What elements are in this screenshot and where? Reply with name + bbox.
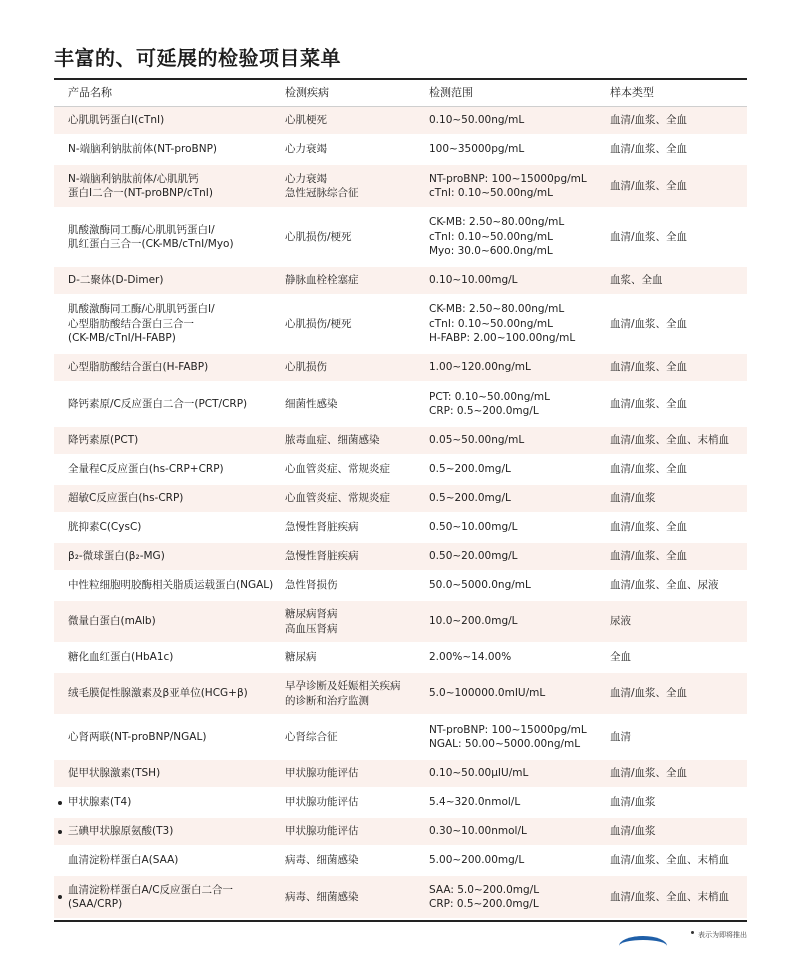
table-row (54, 716, 747, 760)
footnote (698, 930, 747, 940)
cell-sample-type: 血清 (610, 730, 631, 743)
cell-sample-type: 血清/血浆、全血 (610, 143, 688, 156)
cell-sample-type: 血清/血浆、全血 (610, 179, 688, 192)
cell-range: 0.10~10.00mg/L (429, 274, 518, 287)
table-row (54, 789, 747, 818)
cell-product-name: 糖化血红蛋白(HbA1c) (68, 651, 174, 664)
page-title: 丰富的、可延展的检验项目菜单 (54, 46, 341, 70)
cell-range: 0.50~20.00mg/L (429, 550, 518, 563)
table-row (54, 876, 747, 920)
cell-sample-type: 血清/血浆 (610, 825, 656, 838)
table-row (54, 165, 747, 209)
cell-sample-type: 血清/血浆、全血 (610, 397, 688, 410)
cell-sample-type: 血清/血浆、全血、末梢血 (610, 854, 730, 867)
cell-sample-type: 血清/血浆、全血 (610, 767, 688, 780)
cell-disease: 心肌损伤 (285, 361, 327, 374)
cell-range: 0.05~50.00ng/mL (429, 434, 525, 447)
cell-disease: 急慢性肾脏疾病 (285, 550, 359, 563)
cell-range: PCT: 0.10~50.00ng/mL CRP: 0.5~200.0mg/L (429, 390, 550, 417)
cell-sample-type: 血清/血浆、全血、尿液 (610, 579, 719, 592)
cell-disease: 静脉血栓栓塞症 (285, 274, 359, 287)
cell-product-name: 微量白蛋白(mAlb) (68, 615, 156, 628)
cell-sample-type: 血清/血浆、全血 (610, 230, 688, 243)
cell-product-name: 胱抑素C(CysC) (68, 521, 142, 534)
cell-sample-type: 血清/血浆、全血 (610, 114, 688, 127)
cell-product-name: 心型脂肪酸结合蛋白(H-FABP) (68, 361, 209, 374)
table-row (54, 601, 747, 644)
cell-sample-type: 血清/血浆、全血、末梢血 (610, 434, 730, 447)
cell-range: 0.5~200.0mg/L (429, 463, 511, 476)
cell-disease: 心力衰竭 急性冠脉综合征 (285, 172, 359, 199)
table-row (54, 107, 747, 136)
cell-sample-type: 血清/血浆、全血 (610, 521, 688, 534)
cell-sample-type: 血清/血浆 (610, 796, 656, 809)
cell-range: 0.30~10.00nmol/L (429, 825, 527, 838)
cell-sample-type: 血浆、全血 (610, 274, 663, 287)
table-row (54, 383, 747, 427)
cell-range: NT-proBNP: 100~15000pg/mL cTnI: 0.10~50.00ng/mL (429, 172, 587, 199)
cell-range: 5.0~100000.0mIU/mL (429, 687, 546, 700)
cell-product-name: 肌酸激酶同工酶/心肌肌钙蛋白I/ 心型脂肪酸结合蛋白三合一 (CK-MB/cTnI/H-FABP) (68, 303, 215, 345)
cell-disease: 糖尿病 (285, 651, 317, 664)
table-row (54, 485, 747, 514)
cell-product-name: 心肌肌钙蛋白I(cTnI) (68, 114, 165, 127)
header-sample-type: 样本类型 (610, 85, 654, 99)
cell-product-name: D-二聚体(D-Dimer) (68, 274, 164, 287)
cell-sample-type: 血清/血浆、全血 (610, 687, 688, 700)
cell-disease: 心血管炎症、常规炎症 (285, 492, 390, 505)
table-row (54, 209, 747, 267)
cell-product-name: 三碘甲状腺原氨酸(T3) (68, 825, 174, 838)
table-row (54, 136, 747, 165)
table-row (54, 760, 747, 789)
table-row (54, 267, 747, 296)
cell-range: 50.0~5000.0ng/mL (429, 579, 531, 592)
cell-product-name: 全量程C反应蛋白(hs-CRP+CRP) (68, 463, 224, 476)
cell-product-name: 甲状腺素(T4) (68, 796, 132, 809)
cell-product-name: 心肾两联(NT-proBNP/NGAL) (68, 730, 207, 743)
table-row (54, 354, 747, 383)
cell-product-name: 肌酸激酶同工酶/心肌肌钙蛋白I/ 肌红蛋白三合一(CK-MB/cTnI/Myo) (68, 223, 234, 250)
cell-sample-type: 血清/血浆、全血 (610, 550, 688, 563)
cell-sample-type: 血清/血浆、全血 (610, 463, 688, 476)
cell-sample-type: 血清/血浆、全血、末梢血 (610, 890, 730, 903)
cell-disease: 心肌损伤/梗死 (285, 317, 352, 330)
cell-disease: 脓毒血症、细菌感染 (285, 434, 380, 447)
table-row (54, 673, 747, 716)
cell-product-name: 血清淀粉样蛋白A(SAA) (68, 854, 179, 867)
footnote-text: 表示为即将推出 (698, 931, 747, 939)
cell-disease: 细菌性感染 (285, 397, 338, 410)
cell-disease: 心肾综合征 (285, 730, 338, 743)
footnote-bullet-icon (691, 931, 694, 934)
header-disease: 检测疾病 (285, 85, 329, 99)
cell-sample-type: 血清/血浆、全血 (610, 317, 688, 330)
cell-range: CK-MB: 2.50~80.00ng/mL cTnI: 0.10~50.00ng/mL H-FABP: 2.00~100.00ng/mL (429, 303, 576, 345)
cell-range: 2.00%~14.00% (429, 651, 512, 664)
cell-disease: 甲状腺功能评估 (285, 767, 359, 780)
cell-product-name: 促甲状腺激素(TSH) (68, 767, 161, 780)
cell-disease: 甲状腺功能评估 (285, 825, 359, 838)
decorative-arc (619, 936, 667, 956)
cell-range: 0.50~10.00mg/L (429, 521, 518, 534)
cell-sample-type: 尿液 (610, 615, 631, 628)
header-range: 检测范围 (429, 85, 473, 99)
cell-product-name: 超敏C反应蛋白(hs-CRP) (68, 492, 184, 505)
cell-product-name: β₂-微球蛋白(β₂-MG) (68, 550, 165, 563)
table-row (54, 514, 747, 543)
test-menu-table (54, 78, 747, 922)
cell-range: 0.5~200.0mg/L (429, 492, 511, 505)
table-header (54, 80, 747, 107)
cell-disease: 心肌梗死 (285, 114, 327, 127)
table-row (54, 644, 747, 673)
cell-product-name: N-端脑利钠肽前体(NT-proBNP) (68, 143, 217, 156)
table-row (54, 456, 747, 485)
cell-disease: 糖尿病肾病 高血压肾病 (285, 608, 338, 635)
cell-disease: 急性肾损伤 (285, 579, 338, 592)
cell-range: SAA: 5.0~200.0mg/L CRP: 0.5~200.0mg/L (429, 883, 540, 910)
cell-range: 0.10~50.00μIU/mL (429, 767, 529, 780)
cell-disease: 急慢性肾脏疾病 (285, 521, 359, 534)
cell-range: 10.0~200.0mg/L (429, 615, 518, 628)
cell-range: 5.00~200.00mg/L (429, 854, 525, 867)
cell-product-name: 降钙素原(PCT) (68, 434, 139, 447)
header-product-name: 产品名称 (68, 85, 112, 99)
cell-range: 100~35000pg/mL (429, 143, 525, 156)
table-body (54, 107, 747, 920)
cell-disease: 心血管炎症、常规炎症 (285, 463, 390, 476)
cell-sample-type: 全血 (610, 651, 631, 664)
cell-range: 5.4~320.0nmol/L (429, 796, 521, 809)
cell-range: 0.10~50.00ng/mL (429, 114, 525, 127)
cell-disease: 甲状腺功能评估 (285, 796, 359, 809)
cell-product-name: 血清淀粉样蛋白A/C反应蛋白二合一 (SAA/CRP) (68, 883, 234, 910)
cell-sample-type: 血清/血浆、全血 (610, 361, 688, 374)
cell-range: CK-MB: 2.50~80.00ng/mL cTnI: 0.10~50.00ng/mL Myo: 30.0~600.0ng/mL (429, 216, 565, 258)
cell-range: NT-proBNP: 100~15000pg/mL NGAL: 50.00~5000.00ng/mL (429, 723, 587, 750)
cell-product-name: 降钙素原/C反应蛋白二合一(PCT/CRP) (68, 397, 248, 410)
cell-product-name: 中性粒细胞明胶酶相关脂质运载蛋白(NGAL) (68, 579, 274, 592)
cell-disease: 早孕诊断及妊娠相关疾病 的诊断和治疗监测 (285, 680, 401, 707)
cell-disease: 心力衰竭 (285, 143, 327, 156)
table-row (54, 543, 747, 572)
cell-product-name: N-端脑利钠肽前体/心肌肌钙 蛋白I二合一(NT-proBNP/cTnI) (68, 172, 213, 199)
cell-range: 1.00~120.00ng/mL (429, 361, 531, 374)
table-row (54, 427, 747, 456)
table-row (54, 572, 747, 601)
cell-product-name: 绒毛膜促性腺激素及β亚单位(HCG+β) (68, 687, 248, 700)
table-row (54, 818, 747, 847)
table-row (54, 847, 747, 876)
table-row (54, 296, 747, 354)
cell-disease: 心肌损伤/梗死 (285, 230, 352, 243)
cell-disease: 病毒、细菌感染 (285, 854, 359, 867)
cell-sample-type: 血清/血浆 (610, 492, 656, 505)
cell-disease: 病毒、细菌感染 (285, 890, 359, 903)
